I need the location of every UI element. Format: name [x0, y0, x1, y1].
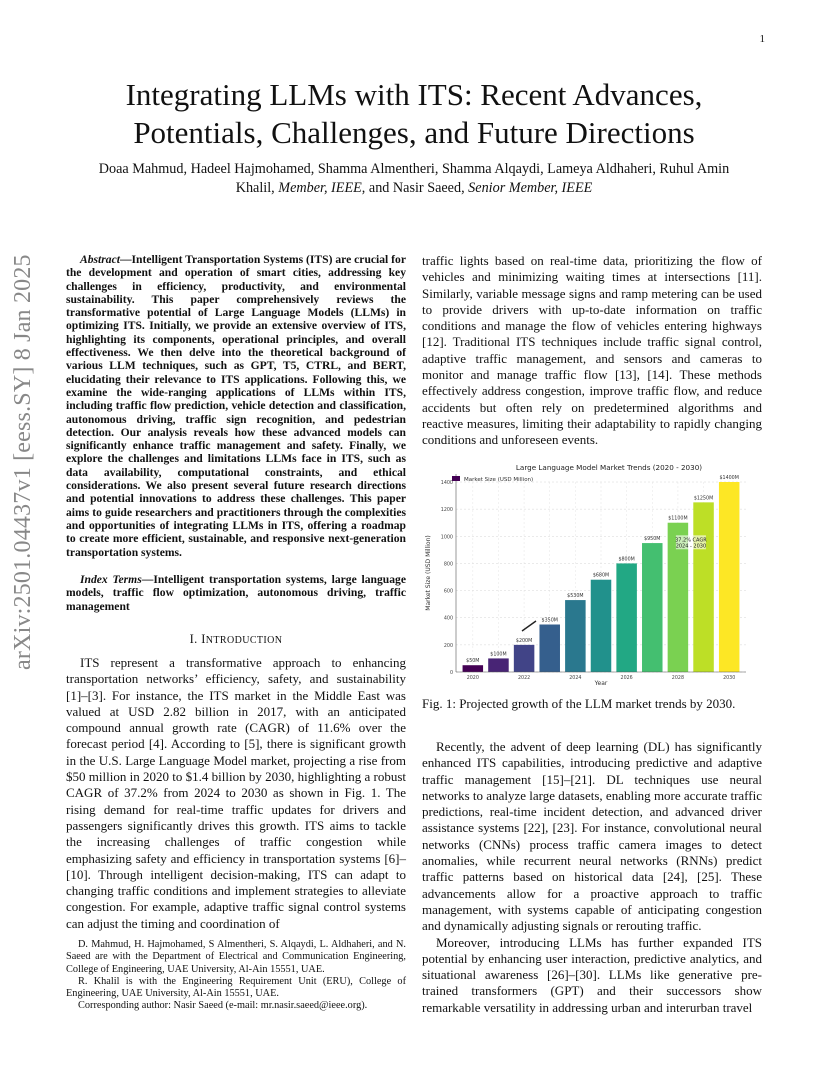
footnote-corresponding: Corresponding author: Nasir Saeed (e-mail: mr.nasir.saeed@ieee.org). [78, 1000, 368, 1012]
footnotes [66, 939, 406, 1013]
bar [565, 600, 586, 672]
data-label: $100M [490, 652, 507, 658]
paper-title [60, 76, 768, 152]
index-terms-text: —Intelligent transportation systems, large language models, traffic flow optimization, autonomous driving, traffic management [66, 573, 406, 613]
footnote-affiliation-1: D. Mahmud, H. Hajmohamed, S Almentheri, S. Alqaydi, L. Aldhaheri, and N. Saeed are with the Department of Electrical and Communication Engineering, College of Engineering, UAE University, Al-Ain 15551, UAE. [66, 939, 406, 975]
y-tick-label: 1000 [440, 535, 453, 541]
data-label: $800M [618, 557, 635, 563]
index-terms [66, 573, 406, 613]
data-label: $680M [592, 573, 610, 579]
chart-title: Large Language Model Market Trends (2020 - 2030) [515, 463, 703, 472]
bar [719, 482, 740, 672]
y-tick-label: 0 [449, 671, 453, 676]
bar [591, 580, 612, 672]
data-label: $1250M [693, 496, 714, 502]
bar [642, 543, 663, 672]
y-tick-label: 1400 [440, 481, 453, 486]
y-tick-label: 800 [443, 562, 453, 568]
arxiv-identifier: arXiv:2501.04437v1 [eess.SY] 8 Jan 2025 [10, 254, 36, 670]
x-axis-label: Year [594, 680, 608, 687]
bar [539, 625, 560, 673]
x-tick-label: 2030 [723, 676, 736, 681]
title-line-1: Integrating LLMs with ITS: Recent Advances, [125, 77, 703, 112]
x-tick-label: 2020 [466, 676, 479, 681]
abstract [66, 253, 406, 559]
author-saeed: , and Nasir Saeed, [361, 180, 469, 196]
right-paragraph-3: Moreover, introducing LLMs has further expanded ITS potential by enhancing user interaction, predictive analytics, and situational awareness [26]–[30]. LLMs like generative pre-trained transformers (GPT) and their successors show remarkable versatility in addressing urban and interurban travel [422, 934, 762, 1015]
data-label: $530M [567, 594, 584, 600]
page-number: 1 [759, 33, 765, 45]
figure-caption: Fig. 1: Projected growth of the LLM market trends by 2030. [422, 696, 736, 711]
data-label: $50M [466, 659, 480, 665]
legend-swatch [452, 476, 460, 481]
x-tick-label: 2022 [517, 676, 531, 681]
x-tick-label: 2028 [671, 676, 685, 681]
annotation-line: 2024 - 2030 [675, 543, 707, 550]
y-axis-label: Market Size (USD Million) [425, 535, 432, 611]
data-label: $350M [541, 618, 558, 624]
author-khalil: Khalil, [235, 180, 279, 196]
y-tick-label: 600 [443, 589, 453, 595]
authors-line-1: Doaa Mahmud, Hadeel Hajmohamed, Shamma Almentheri, Shamma Alqaydi, Lameya Aldhaheri, Ruhul Amin [98, 161, 730, 177]
index-terms-lead: Index Terms [80, 573, 142, 586]
section-heading: I. INTRODUCTION [189, 632, 283, 646]
y-tick-label: 200 [443, 643, 453, 649]
bar [463, 665, 484, 672]
annotation-line: 37.2% CAGR [675, 537, 707, 544]
y-tick-label: 1200 [440, 508, 453, 514]
legend-label: Market Size (USD Million) [464, 477, 534, 483]
bar [616, 563, 637, 672]
bar [514, 645, 535, 672]
author-list [60, 160, 768, 198]
bar [693, 502, 714, 672]
data-label: $950M [644, 537, 661, 543]
right-paragraph-2: Recently, the advent of deep learning (DL) has significantly enhanced ITS capabilities, introducing predictive and adaptive traffic management [15]–[21]. DL techniques use neural networks to analyze large datasets, enabling more accurate traffic predictions, real-time incident detection, and advanced driver assistance systems [22], [23]. For instance, convolutional neural networks (CNNs) process traffic camera images to detect anomalies, while recurrent neural networks (RNNs) predict traffic patterns based on historical data [24], [25]. These advancements allow for a proactive approach to traffic management, with systems capable of anticipating congestion and dynamically adjusting signals or rerouting traffic. [422, 739, 762, 934]
right-paragraph-1: traffic lights based on real-time data, prioritizing the flow of vehicles and minimizing waiting times at intersections [11]. Similarly, variable message signs and ramp metering can be used to provide drivers with up-to-date information on traffic conditions and manage the flow of vehicles entering highways [12]. Traditional ITS techniques include traffic signal control, adaptive traffic management, and sensors and cameras to monitor and manage traffic flow [13], [14]. These methods effectively address congestion, improve traffic flow, and reduce accidents but often rely on predetermined algorithms and reactive measures, limiting their adaptability to rapidly changing conditions and unforeseen events. [422, 253, 762, 448]
member-title: Member, IEEE [278, 180, 362, 196]
x-tick-label: 2024 [569, 676, 582, 681]
authors-line-2 [60, 179, 768, 198]
abstract-lead: Abstract [80, 253, 120, 266]
x-tick-label: 2026 [620, 676, 633, 681]
bar [488, 658, 509, 672]
senior-member-title: Senior Member, IEEE [468, 180, 593, 196]
title-line-2: Potentials, Challenges, and Future Directions [133, 115, 695, 150]
data-label: $200M [515, 638, 533, 644]
intro-paragraph: ITS represent a transformative approach to enhancing transportation networks’ efficiency, safety, and sustainability [1]–[3]. For instance, the ITS market in the Middle East was valued at USD 2.82 billion in 2017, with an anticipated compound annual growth rate (CAGR) of 11.6% over the forecast period [4]. According to [5], there is significant growth in the U.S. Large Language Model market, projecting a rise from $50 million in 2020 to $1.4 billion by 2030, highlighting a robust CAGR of 37.2% from 2024 to 2030 as shown in Fig. 1. The rising demand for real-time traffic updates for drivers and passengers significantly drives this growth. ITS aims to tackle the increasing challenges of traffic congestion while emphasizing safety and efficiency in transportation systems [6]–[10]. Through intelligent decision-making, ITS can adapt to changing traffic conditions and implement strategies to alleviate congestion. For example, adaptive traffic signal control systems can adjust the timing and coordination of [66, 655, 406, 931]
cagr-annotation [675, 535, 707, 549]
right-column-lower [422, 739, 762, 1016]
abstract-text: —Intelligent Transportation Systems (ITS) are crucial for the development and operation of smart cities, addressing key challenges in efficiency, productivity, and environmental sustainability. This paper comprehensively reviews the transformative potential of Large Language Models (LLMs) in optimizing ITS. Initially, we provide an extensive overview of ITS, highlighting its components, operational principles, and overall effectiveness. We then delve into the theoretical background of various LLM techniques, such as GPT, T5, CTRL, and BERT, elucidating their relevance to ITS applications. Following this, we examine the wide-ranging applications of LLMs within ITS, including traffic flow prediction, vehicle detection and classification, autonomous driving, traffic sign recognition, and pedestrian detection. Our analysis reveals how these advanced models can significantly enhance traffic management and safety. Finally, we explore the challenges and limitations LLMs face in ITS, such as data availability, computational constraints, and ethical considerations. We also present several future research directions and potential innovations to address these challenges. This paper aims to guide researchers and practitioners through the complexities and opportunities of integrating LLMs in ITS, offering a roadmap to create more efficient, sustainable, and responsive next-generation transportation systems. [66, 253, 406, 559]
y-tick-label: 400 [443, 616, 453, 622]
market-trend-chart [422, 458, 762, 688]
data-label: $1400M [719, 476, 739, 481]
footnote-affiliation-2: R. Khalil is with the Engineering Requirement Unit (ERU), College of Engineering, UAE University, Al-Ain 15551, UAE. [66, 975, 406, 1000]
data-label: $1100M [668, 516, 688, 522]
